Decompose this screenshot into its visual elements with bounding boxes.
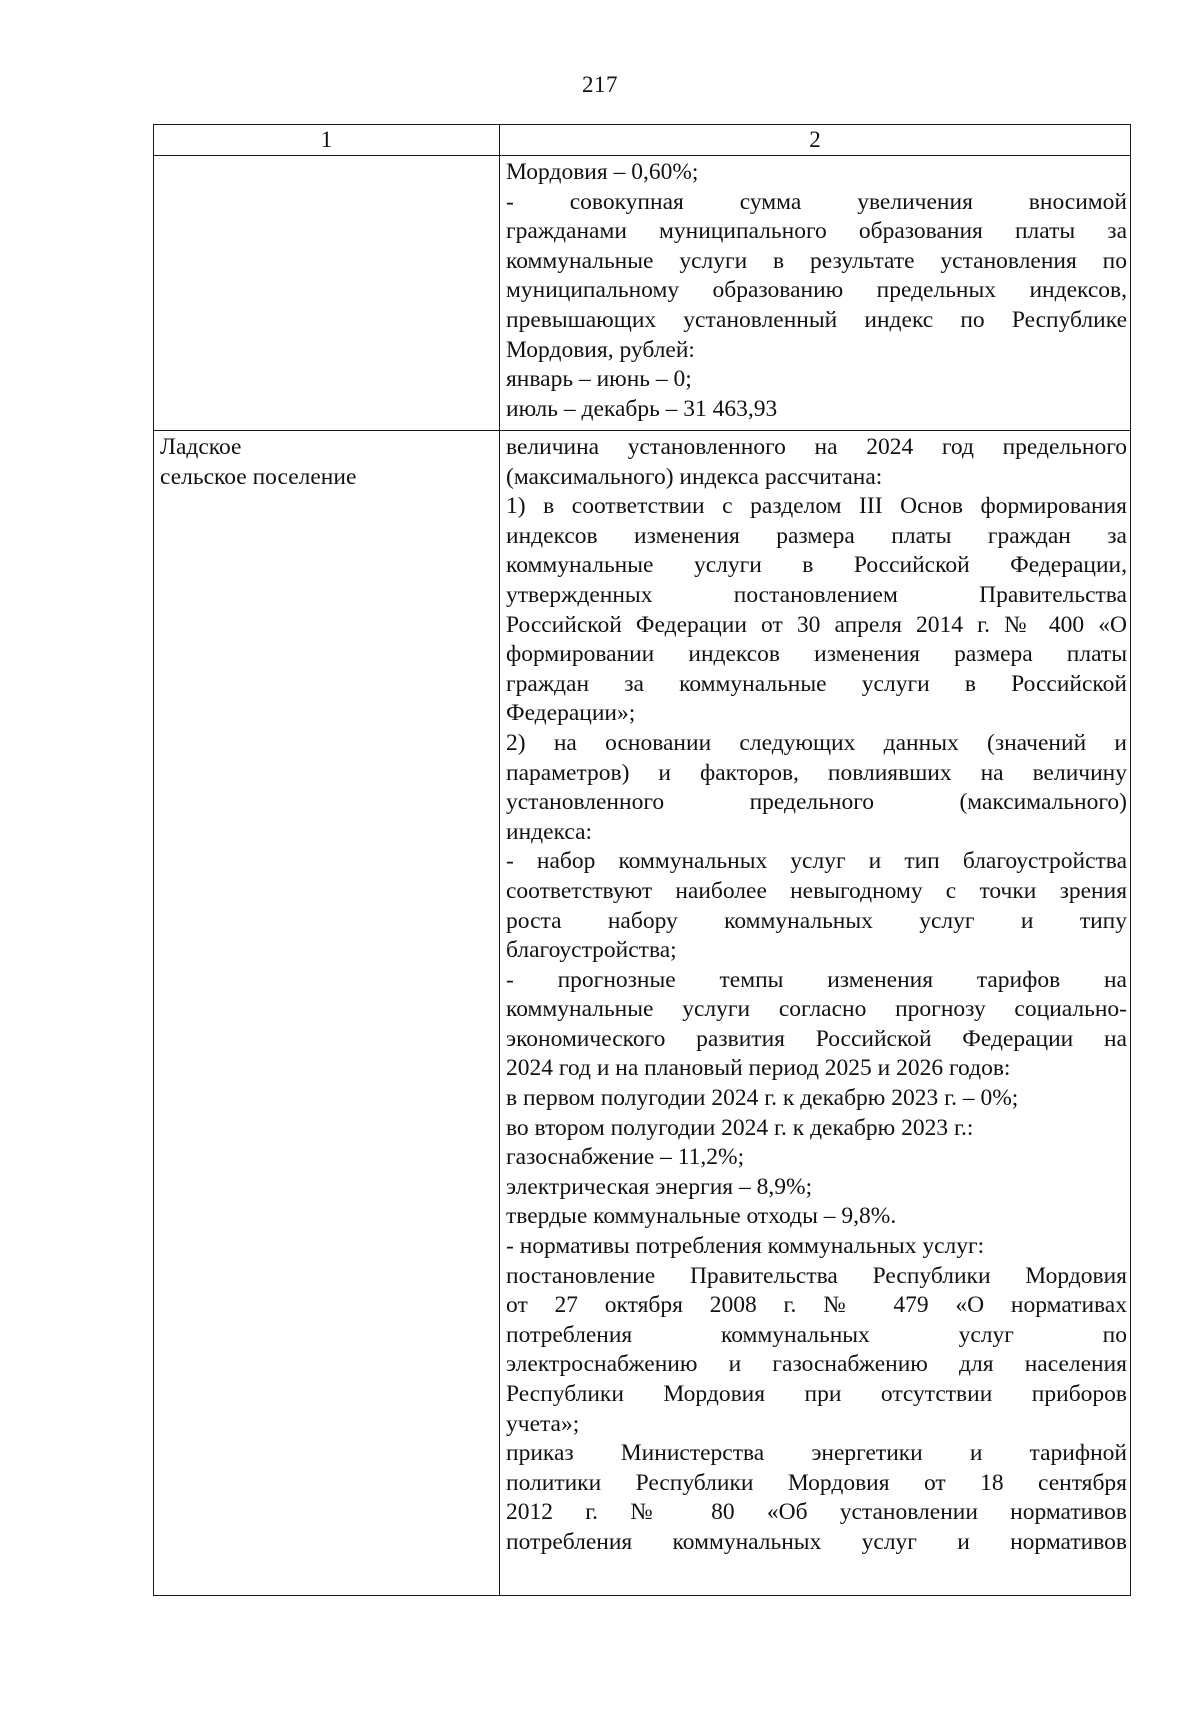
text-line: превышающих установленный индекс по Республике <box>506 306 1127 333</box>
text-line: в первом полугодии 2024 г. к декабрю 2023 г. – 0%; <box>506 1085 1019 1112</box>
text-line: индексов изменения размера платы граждан за <box>506 522 1127 549</box>
text-line: политики Республики Мордовия от 18 сентября <box>506 1469 1127 1496</box>
text-line: Мордовия – 0,60%; <box>506 159 699 185</box>
text-line: формировании индексов изменения размера платы <box>506 641 1127 668</box>
text-line: граждан за коммунальные услуги в Российской <box>506 670 1127 697</box>
text-line: Ладское <box>160 434 242 460</box>
text-line: роста набору коммунальных услуг и типу <box>506 907 1127 934</box>
document-table <box>153 124 1131 1596</box>
text-line: приказ Министерства энергетики и тарифной <box>506 1440 1127 1467</box>
text-line: июль – декабрь – 31 463,93 <box>506 395 778 422</box>
text-line: газоснабжение – 11,2%; <box>506 1144 745 1171</box>
table-row <box>154 431 1131 1596</box>
text-line: 1) в соответствии с разделом III Основ формирования <box>506 493 1127 520</box>
text-line: благоустройства; <box>506 937 677 964</box>
text-line: Российской Федерации от 30 апреля 2014 г. № 400 «О <box>506 611 1127 638</box>
table-header-row <box>154 125 1131 156</box>
text-line: утвержденных постановлением Правительства <box>506 581 1127 608</box>
text-line: коммунальные услуги согласно прогнозу социально- <box>506 996 1127 1023</box>
text-line: потребления коммунальных услуг и нормативов <box>506 1528 1127 1555</box>
text-line: постановление Правительства Республики Мордовия <box>506 1262 1127 1289</box>
text-line: твердые коммунальные отходы – 9,8%. <box>506 1203 897 1230</box>
text-line: - совокупная сумма увеличения вносимой <box>506 188 1127 215</box>
text-line: гражданами муниципального образования платы за <box>506 218 1127 245</box>
text-line: 2024 год и на плановый период 2025 и 2026 годов: <box>506 1055 1011 1082</box>
text-line: Федерации»; <box>506 700 636 727</box>
text-line: соответствуют наиболее невыгодному с точки зрения <box>506 877 1127 904</box>
text-line: 2) на основании следующих данных (значений и <box>506 729 1127 756</box>
table-cell-description <box>500 156 1131 431</box>
text-line: - набор коммунальных услуг и тип благоустройства <box>506 848 1127 875</box>
text-line: - прогнозные темпы изменения тарифов на <box>506 966 1127 993</box>
text-line: экономического развития Российской Федерации на <box>506 1025 1127 1052</box>
text-line: электрическая энергия – 8,9%; <box>506 1173 813 1200</box>
text-line: параметров) и факторов, повлиявших на величину <box>506 759 1127 786</box>
table-cell-municipality <box>154 431 500 1596</box>
page-number: 217 <box>582 72 618 97</box>
text-line: муниципальному образованию предельных индексов, <box>506 277 1127 304</box>
text-line: Республики Мордовия при отсутствии приборов <box>506 1381 1127 1407</box>
text-line: установленного предельного (максимального) <box>506 789 1127 816</box>
text-line: во втором полугодии 2024 г. к декабрю 2023 г.: <box>506 1114 974 1141</box>
text-line: 2012 г. № 80 «Об установлении нормативов <box>506 1499 1127 1526</box>
column-header-2: 2 <box>500 125 1131 156</box>
text-line: коммунальные услуги в результате установления по <box>506 247 1127 274</box>
text-line: коммунальные услуги в Российской Федерации, <box>506 552 1127 579</box>
text-line: потребления коммунальных услуг по <box>506 1321 1127 1348</box>
text-line: Мордовия, рублей: <box>506 336 695 363</box>
text-line: индекса: <box>506 818 593 845</box>
table-row <box>154 156 1131 431</box>
text-line: январь – июнь – 0; <box>506 366 692 393</box>
text-line: - нормативы потребления коммунальных услуг: <box>506 1233 985 1260</box>
text-line: электроснабжению и газоснабжению для населения <box>506 1351 1127 1378</box>
text-line: от 27 октября 2008 г. № 479 «О нормативах <box>506 1292 1127 1319</box>
text-line: сельское поселение <box>160 463 357 490</box>
text-line: учета»; <box>506 1410 580 1437</box>
text-line: (максимального) индекса рассчитана: <box>506 463 883 490</box>
column-header-1: 1 <box>154 125 500 156</box>
table-cell-municipality <box>154 156 500 431</box>
text-line: величина установленного на 2024 год предельного <box>506 434 1127 460</box>
table-cell-description <box>500 431 1131 1596</box>
